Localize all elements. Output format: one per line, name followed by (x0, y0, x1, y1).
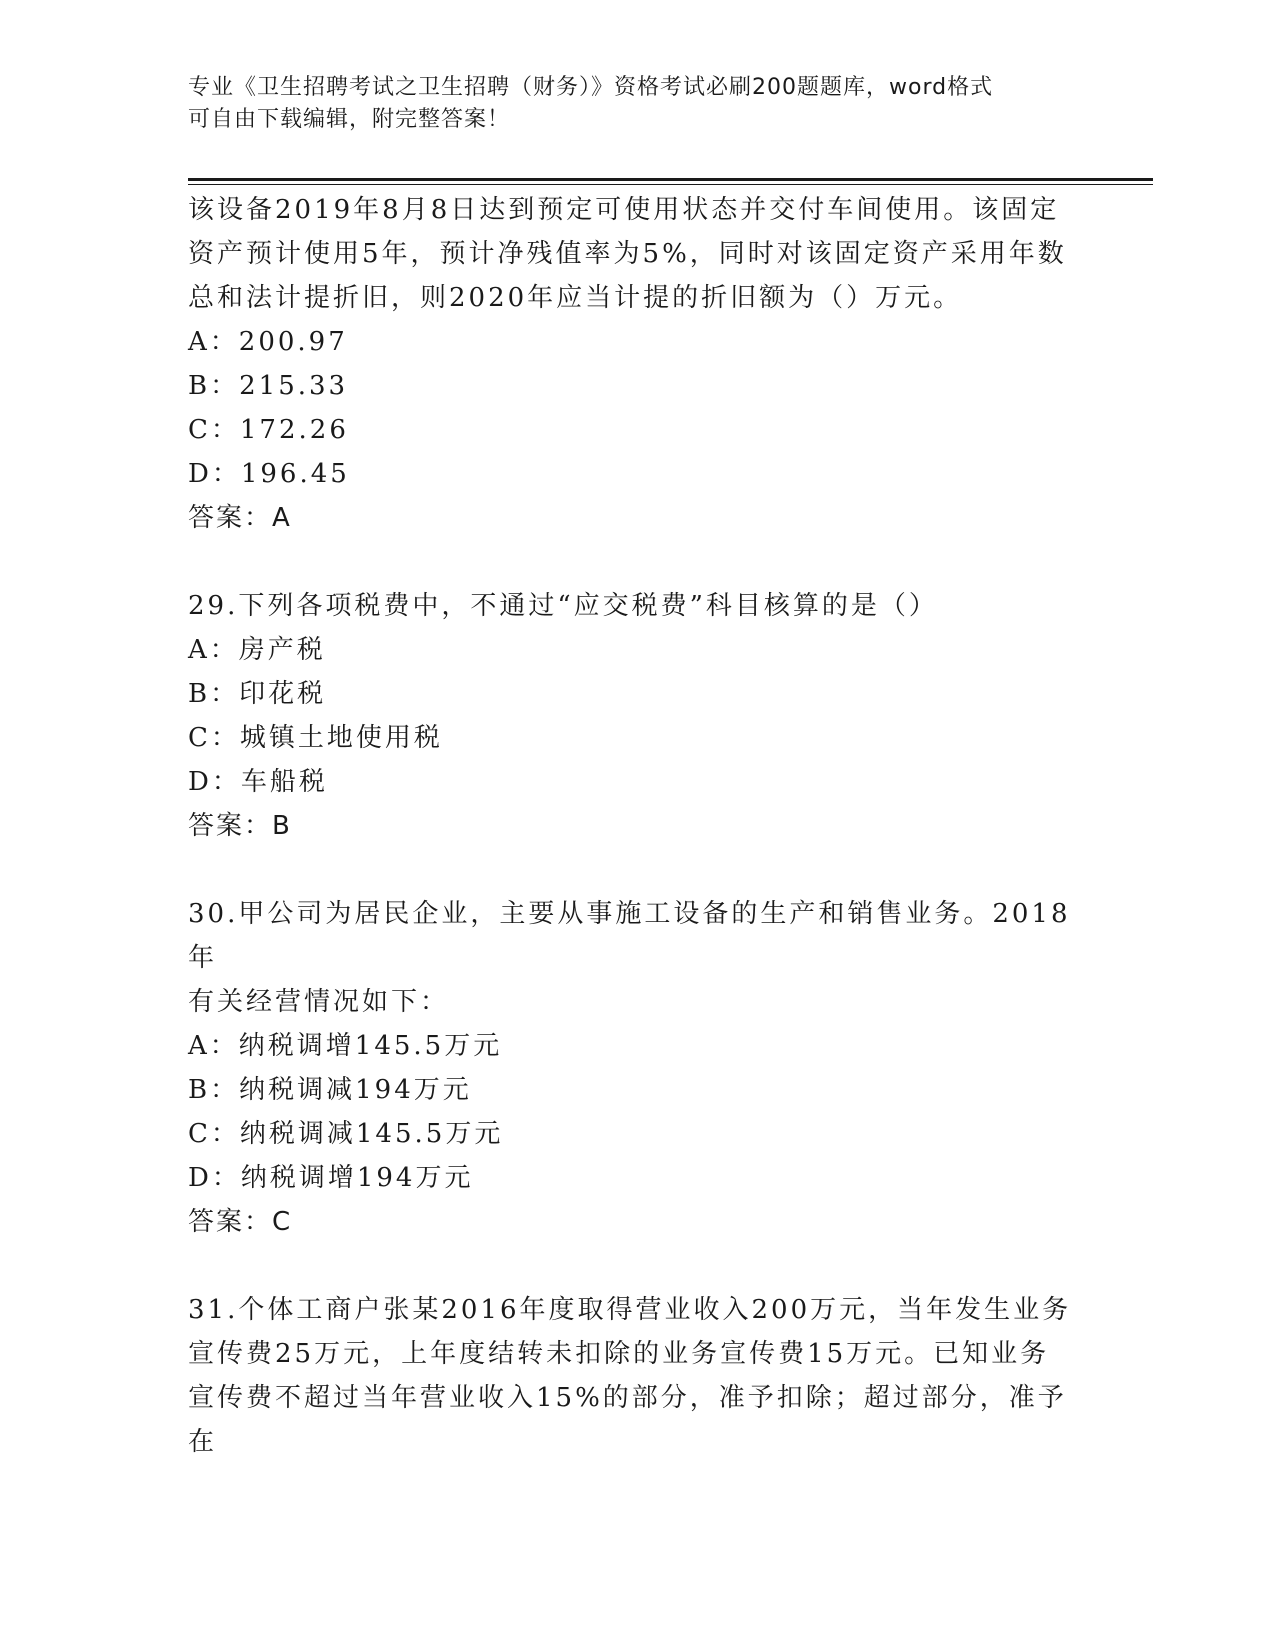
option-d: D：车船税 (188, 767, 328, 797)
spacer (188, 1244, 1088, 1288)
header-line-1: 专业《卫生招聘考试之卫生招聘（财务）》资格考试必刷200题题库，word格式 (188, 75, 994, 100)
question-30-line-1: 30.甲公司为居民企业，主要从事施工设备的生产和销售业务。2018年 (188, 899, 1071, 973)
option-a: A：纳税调增145.5万元 (188, 1031, 503, 1061)
option-d: D：纳税调增194万元 (188, 1163, 474, 1193)
option-b: B：印花税 (188, 679, 327, 709)
question-30-block (188, 892, 1088, 1244)
header-line-2: 可自由下载编辑，附完整答案！ (188, 107, 511, 132)
header-rule-thick (188, 178, 1153, 181)
question-28-line-2: 资产预计使用5年，预计净残值率为5%，同时对该固定资产采用年数 (188, 239, 1067, 269)
answer: 答案：B (188, 811, 292, 841)
option-c: C：172.26 (188, 415, 349, 445)
spacer (188, 540, 1088, 584)
question-31-line-1: 31.个体工商户张某2016年度取得营业收入200万元，当年发生业务 (188, 1295, 1072, 1325)
question-content (188, 188, 1088, 1464)
question-31-line-2: 宣传费25万元，上年度结转未扣除的业务宣传费15万元。已知业务 (188, 1339, 1050, 1369)
option-a: A：200.97 (188, 327, 348, 357)
spacer (188, 848, 1088, 892)
option-b: B：纳税调减194万元 (188, 1075, 472, 1105)
question-29-line-1: 29.下列各项税费中，不通过“应交税费”科目核算的是（） (188, 591, 938, 621)
option-c: C：城镇土地使用税 (188, 723, 443, 753)
question-30-line-2: 有关经营情况如下： (188, 987, 450, 1017)
question-31-block (188, 1288, 1088, 1464)
question-31-line-3: 宣传费不超过当年营业收入15%的部分，准予扣除；超过部分，准予在 (188, 1383, 1067, 1457)
option-a: A：房产税 (188, 635, 326, 665)
question-28-line-1: 该设备2019年8月8日达到预定可使用状态并交付车间使用。该固定 (188, 195, 1060, 225)
option-c: C：纳税调减145.5万元 (188, 1119, 504, 1149)
question-28-line-3: 总和法计提折旧，则2020年应当计提的折旧额为（）万元。 (188, 283, 963, 313)
answer: 答案：A (188, 503, 292, 533)
answer: 答案：C (188, 1207, 293, 1237)
document-header (188, 72, 1088, 136)
option-d: D：196.45 (188, 459, 350, 489)
question-28-block (188, 188, 1088, 540)
option-b: B：215.33 (188, 371, 349, 401)
question-29-block (188, 584, 1088, 848)
header-rule-thin (188, 184, 1153, 185)
